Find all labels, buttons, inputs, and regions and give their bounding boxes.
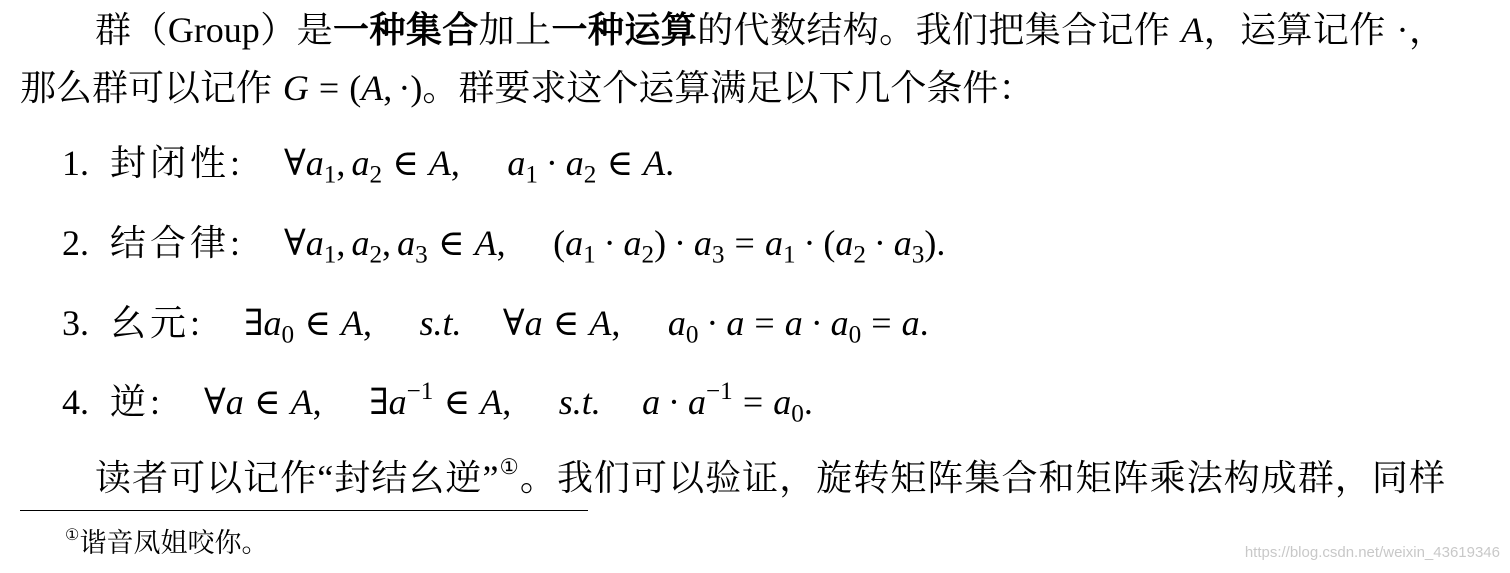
math-operator: ·: [706, 303, 719, 343]
math-variable: A: [480, 382, 503, 422]
math-variable: a: [507, 143, 526, 183]
math-subscript: 0: [685, 321, 699, 349]
bold-text: 一种集合: [333, 10, 479, 50]
text-run: ): [654, 223, 667, 263]
math-relation: =: [742, 382, 764, 422]
math-variable: a: [830, 303, 849, 343]
math-variable: a: [225, 382, 244, 422]
text-run: .: [803, 382, 813, 422]
math-superscript: −1: [705, 377, 733, 405]
math-variable: a: [726, 303, 745, 343]
condition-number: 1.: [62, 143, 89, 183]
footnote-marker: ①: [65, 525, 80, 544]
condition-name: 结合律:: [110, 223, 245, 263]
math-variable: a: [565, 223, 584, 263]
math-variable: s.t.: [558, 382, 601, 422]
math-subscript: 2: [369, 241, 383, 269]
math-subscript: 3: [711, 241, 725, 269]
bold-text: 一种运算: [551, 10, 698, 50]
footnote-rule: [20, 510, 588, 511]
text-run: ·: [1396, 10, 1409, 50]
text-run: 谐音凤姐咬你。: [79, 528, 269, 558]
math-variable: A: [1181, 10, 1204, 50]
math-subscript: 3: [415, 241, 428, 269]
math-subscript: 2: [641, 241, 655, 269]
math-relation: =: [318, 68, 340, 108]
text-run: 加上: [478, 10, 552, 50]
math-relation: ∈: [443, 382, 471, 422]
math-variable: a: [642, 382, 661, 422]
math-operator: ·: [873, 223, 886, 263]
math-punctuation: ,: [496, 223, 506, 263]
math-punctuation: ,: [362, 303, 372, 343]
condition-number: 2.: [62, 223, 89, 263]
condition-formula: [244, 303, 929, 349]
condition-item: [62, 303, 929, 349]
text-run: ，运算记作: [1203, 10, 1386, 50]
math-variable: A: [474, 223, 497, 263]
math-subscript: 2: [853, 241, 866, 269]
math-variable: A: [589, 303, 612, 343]
math-subscript: 1: [782, 241, 796, 269]
text-run: ∀: [204, 382, 226, 422]
math-variable: a: [623, 223, 642, 263]
math-variable: a: [835, 223, 854, 263]
math-subscript: 0: [791, 400, 804, 428]
math-variable: a: [305, 223, 324, 263]
text-run: 群（Group）是: [95, 10, 334, 50]
math-relation: ∈: [304, 303, 331, 343]
text-run: ∀: [502, 303, 525, 343]
math-variable: a: [351, 143, 370, 183]
text-run: (: [823, 223, 836, 263]
text-run: .: [665, 143, 675, 183]
math-operator: ·: [603, 223, 616, 263]
footnote-marker: ①: [498, 454, 520, 479]
math-punctuation: ,: [382, 223, 392, 263]
condition-name: 幺元:: [110, 303, 205, 343]
text-run: ∃: [369, 382, 389, 422]
math-punctuation: ,: [336, 143, 346, 183]
math-variable: a: [773, 382, 792, 422]
math-punctuation: ,: [611, 303, 621, 343]
math-variable: s.t.: [419, 303, 462, 343]
math-variable: a: [263, 303, 282, 343]
math-variable: G: [282, 68, 309, 108]
math-relation: =: [754, 303, 775, 343]
text-run: 的代数结构。我们把集合记作: [697, 10, 1171, 50]
math-punctuation: ,: [336, 223, 346, 263]
text-run: (: [553, 223, 566, 263]
condition-item: [62, 223, 946, 269]
math-variable: a: [565, 143, 584, 183]
math-variable: A: [643, 143, 666, 183]
math-variable: a: [305, 143, 324, 183]
paragraph-line: [20, 454, 1445, 498]
math-relation: ∈: [253, 382, 281, 422]
text-run: ，: [1408, 10, 1445, 50]
math-variable: A: [428, 143, 451, 183]
text-run: 那么群可以记作: [20, 68, 273, 108]
text-run: ·: [398, 68, 411, 108]
math-variable: a: [397, 223, 416, 263]
text-run: ∃: [244, 303, 264, 343]
math-operator: ·: [673, 223, 686, 263]
text-run: .: [919, 303, 929, 343]
text-run: 。我们可以验证，旋转矩阵集合和矩阵乘法构成群，同样: [519, 458, 1445, 498]
math-subscript: 1: [323, 161, 337, 189]
math-variable: a: [351, 223, 370, 263]
text-run: 。群要求这个运算满足以下几个条件：: [422, 68, 1035, 108]
math-variable: A: [290, 382, 313, 422]
math-subscript: 0: [848, 321, 862, 349]
text-run: ∀: [284, 223, 306, 263]
math-relation: ∈: [552, 303, 580, 343]
math-relation: ∈: [437, 223, 465, 263]
watermark-url: https://blog.csdn.net/weixin_43619346: [1244, 544, 1500, 561]
text-run: 读者可以记作“封结幺逆”: [95, 458, 499, 498]
math-relation: =: [871, 303, 892, 343]
math-variable: a: [524, 303, 543, 343]
math-operator: ·: [668, 382, 681, 422]
math-operator: ·: [803, 223, 816, 263]
math-subscript: 3: [911, 241, 925, 269]
math-variable: a: [764, 223, 783, 263]
math-punctuation: ,: [312, 382, 322, 422]
condition-number: 4.: [62, 382, 89, 422]
math-punctuation: ,: [383, 68, 393, 108]
math-variable: A: [361, 68, 384, 108]
text-run: ): [924, 223, 937, 263]
math-variable: a: [388, 382, 407, 422]
footnote: [65, 525, 269, 558]
math-variable: a: [693, 223, 712, 263]
math-variable: A: [340, 303, 363, 343]
math-punctuation: ,: [502, 382, 512, 422]
math-relation: ∈: [392, 143, 419, 183]
text-run: ): [410, 68, 423, 108]
math-operator: ·: [810, 303, 823, 343]
math-variable: a: [687, 382, 706, 422]
math-subscript: 2: [583, 161, 597, 189]
condition-formula: [204, 377, 813, 428]
math-superscript: −1: [406, 377, 434, 405]
condition-item: [62, 143, 675, 189]
condition-number: 3.: [62, 303, 89, 343]
condition-formula: [284, 223, 946, 269]
paragraph-line: [20, 68, 1445, 108]
condition-name: 逆:: [110, 382, 165, 422]
math-variable: a: [784, 303, 803, 343]
math-relation: =: [734, 223, 755, 263]
math-variable: a: [893, 223, 912, 263]
math-subscript: 0: [281, 321, 295, 349]
condition-name: 封闭性:: [110, 143, 245, 183]
math-subscript: 1: [323, 241, 337, 269]
math-relation: ∈: [606, 143, 634, 183]
math-subscript: 1: [525, 161, 538, 189]
text-run: (: [349, 68, 362, 108]
math-punctuation: ,: [450, 143, 460, 183]
math-subscript: 1: [583, 241, 596, 269]
text-run: .: [936, 223, 946, 263]
math-variable: a: [901, 303, 920, 343]
text-run: ∀: [284, 143, 306, 183]
math-subscript: 2: [369, 161, 383, 189]
paragraph-line: [20, 10, 1445, 50]
condition-formula: [284, 143, 675, 189]
math-operator: ·: [545, 143, 558, 183]
math-variable: a: [667, 303, 686, 343]
condition-item: [62, 377, 813, 428]
